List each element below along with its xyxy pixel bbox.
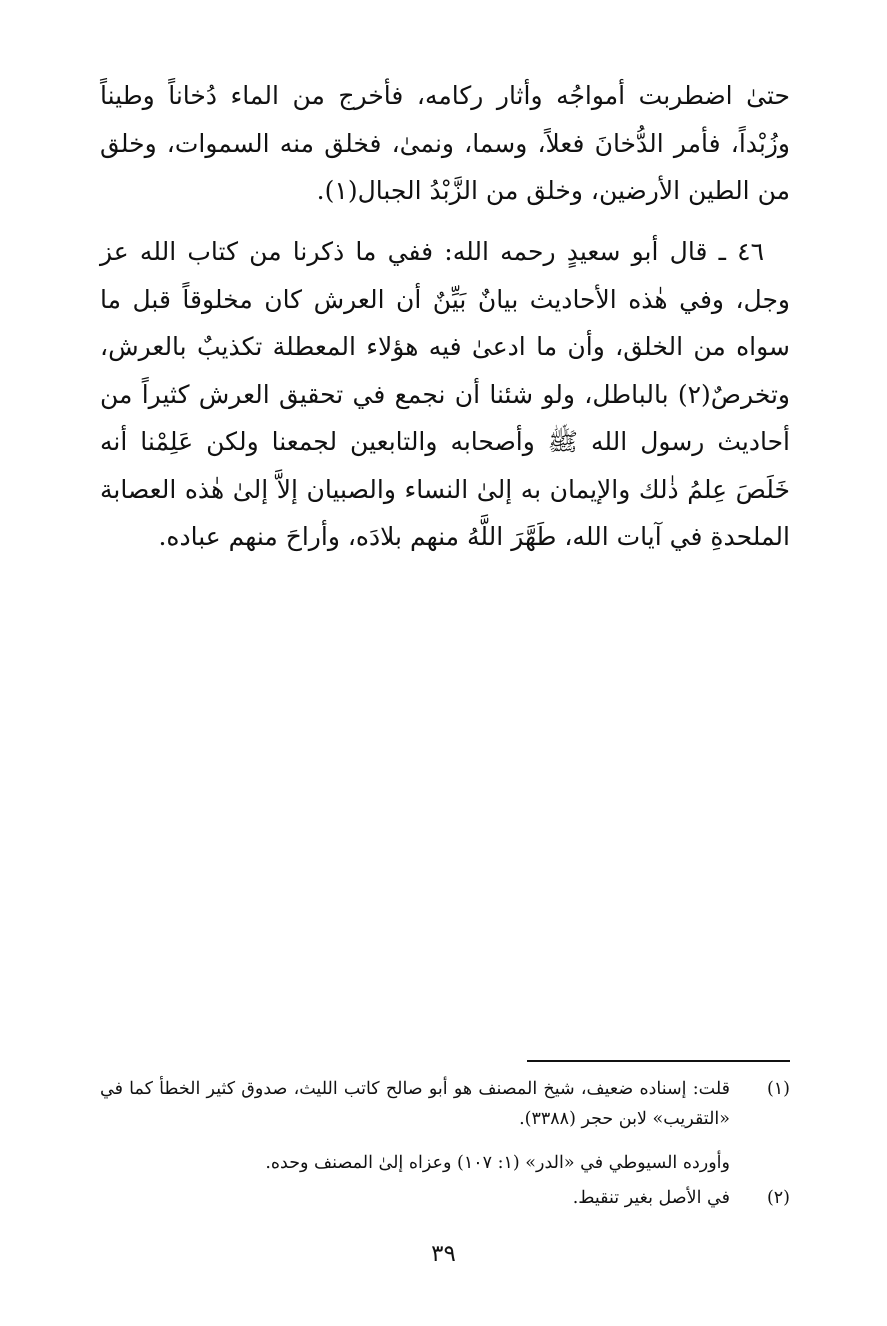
paragraph-2-text: ٤٦ ـ قال أبو سعيدٍ رحمه الله: ففي ما ذكرنا من كتاب الله عز وجل، وفي هٰذه الأحاديث بيانٌ بَيِّنٌ أن العرش كان مخلوقاً قبل ما سواه من الخلق، وأن ما ادعىٰ فيه هؤلاء المعطلة تكذيبٌ بالعرش، وتخرصٌ(٢) بالباطل، ولو شئنا أن نجمع في تحقيق العرش كثيراً من أحاديث رسول الله ﷺ وأصحابه والتابعين لجمعنا ولكن عَلِمْنا أنه خَلَصَ عِلمُ ذٰلك والإيمان به إلىٰ النساء والصبيان إلاَّ إلىٰ هٰذه العصابة الملحدةِ في آيات الله، طَهَّرَ اللَّهُ منهم بلادَه، وأراحَ منهم عباده.: [100, 237, 790, 551]
body-paragraph-1: [100, 72, 790, 215]
footnote-1-text: قلت: إسناده ضعيف، شيخ المصنف هو أبو صالح كاتب الليث، صدوق كثير الخطأ كما في «التقريب» لابن حجر (٣٣٨٨).: [100, 1079, 730, 1129]
page-number: ٣٩: [431, 1241, 456, 1267]
footnote-2-number: (٢): [766, 1188, 790, 1208]
footnote-1: [100, 1074, 790, 1134]
body-paragraph-2: [100, 228, 790, 561]
footnote-1-number: (١): [766, 1079, 790, 1099]
footnote-2-text: في الأصل بغير تنقيط.: [572, 1188, 730, 1208]
paragraph-1-text: حتىٰ اضطربت أمواجُه وأثار ركامه، فأخرج من الماء دُخاناً وطيناً وزُبْداً، فأمر الدُّخانَ فعلاً، وسما، ونمىٰ، فخلق منه السموات، وخلق من الطين الأرضين، وخلق من الزَّبْدُ الجبال(١).: [100, 81, 790, 205]
footnote-2: [100, 1183, 790, 1213]
footnote-separator-rule: [527, 1060, 790, 1062]
footnote-1-continuation-text: وأورده السيوطي في «الدر» (١: ١٠٧) وعزاه إلىٰ المصنف وحده.: [265, 1153, 730, 1173]
footnote-1-continuation: [100, 1148, 790, 1178]
